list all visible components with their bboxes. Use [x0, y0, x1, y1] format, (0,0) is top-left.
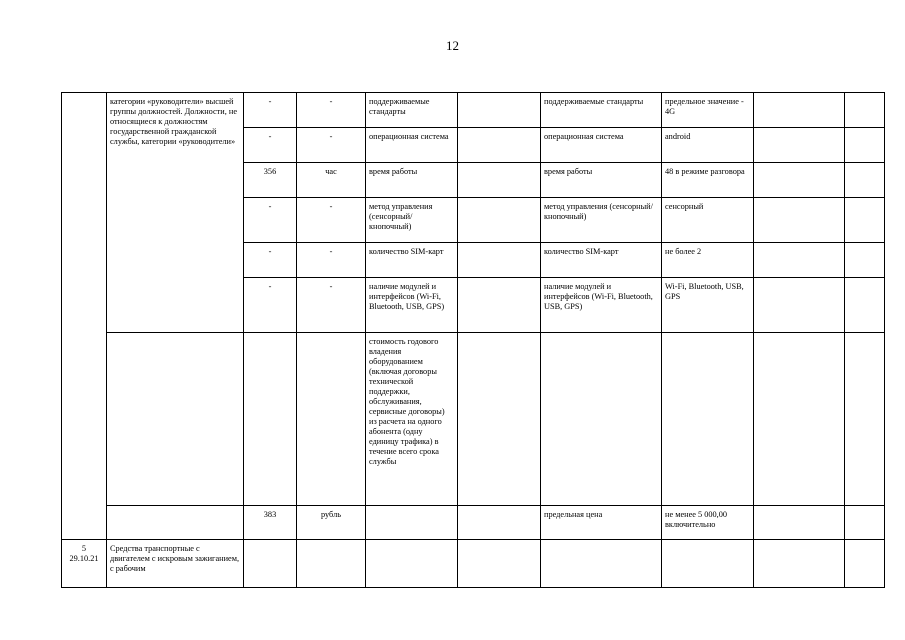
empty-cell [107, 506, 244, 540]
empty-cell [845, 198, 885, 243]
value-cell [458, 128, 541, 163]
empty-cell [845, 506, 885, 540]
empty-cell [754, 243, 845, 278]
value2-cell: предельное значение - 4G [662, 93, 754, 128]
table-row [62, 506, 885, 540]
empty-cell [754, 540, 845, 588]
characteristic-cell: стоимость годового владения оборудованием (включая договоры технической поддержки, обслуживания, сервисные договоры) из расчета на одного абонента (одну единицу трафика) в течение всего срока службы [366, 333, 458, 506]
empty-cell [845, 93, 885, 128]
unit-cell: час [297, 163, 366, 198]
empty-cell [754, 93, 845, 128]
value-cell [458, 93, 541, 128]
empty-cell [107, 333, 244, 506]
value2-cell: не менее 5 000,00 включительно [662, 506, 754, 540]
unit-cell [297, 333, 366, 506]
empty-cell [297, 540, 366, 588]
empty-cell [754, 278, 845, 333]
unit-cell: - [297, 243, 366, 278]
code-cell: - [244, 128, 297, 163]
value-cell [458, 506, 541, 540]
characteristic2-cell: метод управления (сенсорный/ кнопочный) [541, 198, 662, 243]
empty-cell [845, 278, 885, 333]
value2-cell: android [662, 128, 754, 163]
value2-cell: не более 2 [662, 243, 754, 278]
value-cell [458, 333, 541, 506]
table-row [62, 540, 885, 588]
empty-cell [845, 163, 885, 198]
characteristic-cell: время работы [366, 163, 458, 198]
number-cell [62, 93, 107, 540]
characteristic-cell: операционная система [366, 128, 458, 163]
number-cell [62, 540, 107, 588]
characteristic2-cell: поддерживаемые стандарты [541, 93, 662, 128]
code-cell: - [244, 278, 297, 333]
code-cell: - [244, 198, 297, 243]
value2-cell: Wi-Fi, Bluetooth, USB, GPS [662, 278, 754, 333]
value2-cell: 48 в режиме разговора [662, 163, 754, 198]
empty-cell [845, 540, 885, 588]
unit-cell: - [297, 278, 366, 333]
characteristic2-cell: время работы [541, 163, 662, 198]
empty-cell [662, 540, 754, 588]
empty-cell [754, 333, 845, 506]
value-cell [458, 198, 541, 243]
empty-cell [754, 128, 845, 163]
category-cell: категории «руководители» высшей группы должностей. Должности, не относящиеся к должностям государственной гражданской службы, категории «руководители» [107, 93, 244, 333]
value2-cell: сенсорный [662, 198, 754, 243]
empty-cell [754, 506, 845, 540]
row-number: 5 [81, 544, 87, 553]
empty-cell [845, 333, 885, 506]
empty-cell [244, 540, 297, 588]
empty-cell [458, 540, 541, 588]
characteristic2-cell: предельная цена [541, 506, 662, 540]
characteristic2-cell: количество SIM-карт [541, 243, 662, 278]
characteristics-table [61, 92, 885, 588]
empty-cell [754, 198, 845, 243]
empty-cell [541, 540, 662, 588]
empty-cell [366, 540, 458, 588]
name-cell: Средства транспортные с двигателем с искровым зажиганием, с рабочим [107, 540, 244, 588]
empty-cell [845, 243, 885, 278]
row-date: 29.10.21 [69, 554, 99, 563]
unit-cell: - [297, 128, 366, 163]
empty-cell [754, 163, 845, 198]
code-cell: - [244, 93, 297, 128]
value-cell [458, 278, 541, 333]
page-number: 12 [446, 38, 459, 53]
value-cell [458, 163, 541, 198]
characteristic-cell: поддерживаемые стандарты [366, 93, 458, 128]
code-cell [244, 333, 297, 506]
characteristic-cell [366, 506, 458, 540]
code-cell: 356 [244, 163, 297, 198]
unit-cell: рубль [297, 506, 366, 540]
characteristic-cell: количество SIM-карт [366, 243, 458, 278]
characteristic2-cell: операционная система [541, 128, 662, 163]
table-row [62, 93, 885, 128]
unit-cell: - [297, 93, 366, 128]
code-cell: 383 [244, 506, 297, 540]
table-row [62, 333, 885, 506]
value2-cell [662, 333, 754, 506]
characteristic2-cell: наличие модулей и интерфейсов (Wi-Fi, Bluetooth, USB, GPS) [541, 278, 662, 333]
unit-cell: - [297, 198, 366, 243]
code-cell: - [244, 243, 297, 278]
value-cell [458, 243, 541, 278]
characteristic-cell: метод управления (сенсорный/ кнопочный) [366, 198, 458, 243]
characteristic2-cell [541, 333, 662, 506]
empty-cell [845, 128, 885, 163]
characteristic-cell: наличие модулей и интерфейсов (Wi-Fi, Bluetooth, USB, GPS) [366, 278, 458, 333]
